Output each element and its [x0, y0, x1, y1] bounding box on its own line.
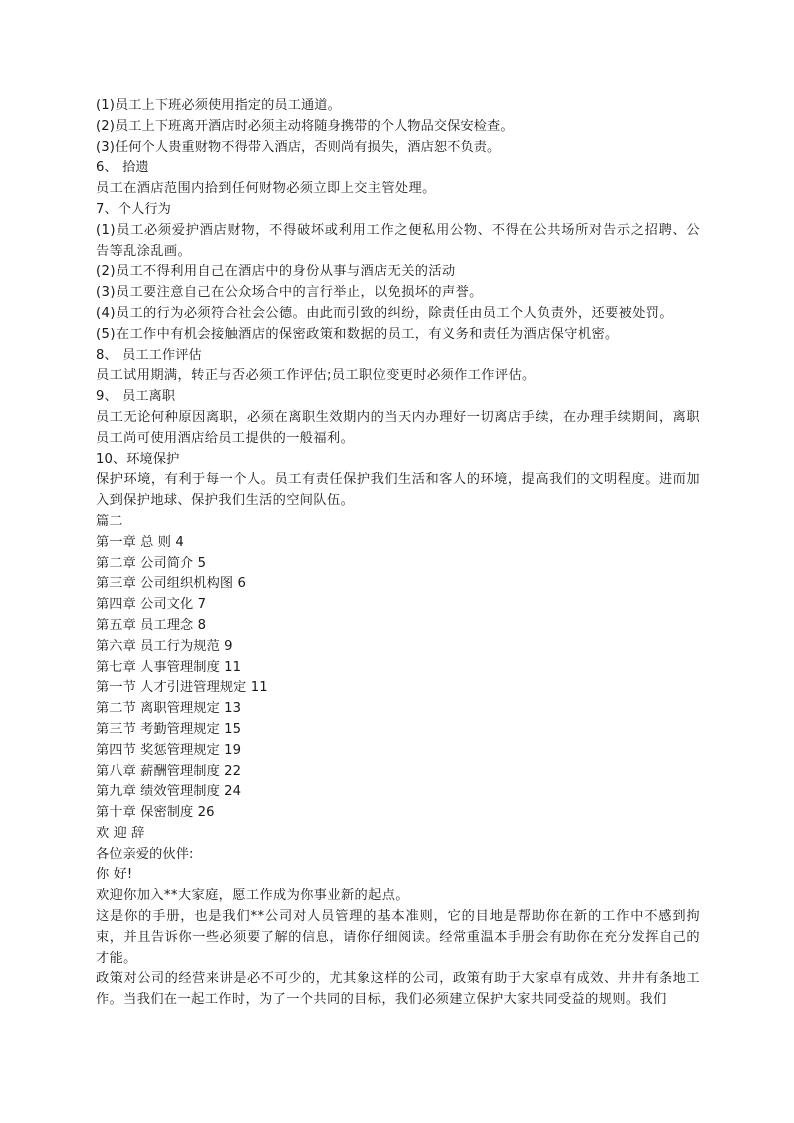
rule-item: (2)员工不得利用自己在酒店中的身份从事与酒店无关的活动 — [96, 264, 456, 280]
toc-entry: 第九章 绩效管理制度 24 — [96, 784, 242, 800]
toc-entry: 第五章 员工理念 8 — [96, 617, 207, 633]
section-text: 员工试用期满，转正与否必须工作评估;员工职位变更时必须作工作评估。 — [96, 368, 536, 384]
rule-item: (3)任何个人贵重财物不得带入酒店，否则尚有损失，酒店恕不负责。 — [96, 139, 501, 155]
toc-entry: 第八章 薪酬管理制度 22 — [96, 763, 242, 779]
section-heading: 8、 员工工作评估 — [96, 347, 202, 363]
rule-item: (1)员工必须爱护酒店财物，不得破坏或利用工作之便私用公物、不得在公共场所对告示之招聘、公告等乱涂乱画。 — [96, 222, 700, 259]
section-text: 员工无论何种原因离职，必须在离职生效期内的当天内办理好一切离店手续，在办理手续期间，离职员工尚可使用酒店给员工提供的一般福利。 — [96, 409, 700, 446]
toc-entry: 第三节 考勤管理规定 15 — [96, 721, 242, 737]
rule-item: (4)员工的行为必须符合社会公德。由此而引致的纠纷，除责任由员工个人负责外，还要被处罚。 — [96, 305, 673, 321]
section-heading: 10、环境保护 — [96, 451, 180, 467]
welcome-greeting: 各位亲爱的伙伴: — [96, 846, 194, 862]
document-page — [96, 96, 700, 1011]
section-heading: 6、 拾遗 — [96, 160, 149, 176]
welcome-hello: 你 好! — [96, 867, 133, 883]
rule-item: (1)员工上下班必须使用指定的员工通道。 — [96, 98, 341, 113]
welcome-paragraph: 欢迎你加入**大家庭，愿工作成为你事业新的起点。 — [96, 888, 409, 904]
toc-entry: 第二章 公司简介 5 — [96, 555, 207, 571]
toc-entry: 第七章 人事管理制度 11 — [96, 659, 242, 675]
section-text: 保护环境，有利于每一个人。员工有责任保护我们生活和客人的环境，提高我们的文明程度。进而加入到保护地球、保护我们生活的空间队伍。 — [96, 472, 700, 509]
section-heading: 7、个人行为 — [96, 201, 171, 217]
toc-entry: 第一章 总 则 4 — [96, 534, 184, 550]
toc-entry: 第六章 员工行为规范 9 — [96, 638, 233, 654]
part-title: 篇二 — [96, 513, 123, 529]
rule-item: (5)在工作中有机会接触酒店的保密政策和数据的员工，有义务和责任为酒店保守机密。 — [96, 326, 619, 342]
table-of-contents — [96, 533, 700, 824]
rule-item: (3)员工要注意自己在公众场合中的言行举止，以免损坏的声誉。 — [96, 285, 483, 301]
toc-entry: 第四章 公司文化 7 — [96, 597, 207, 613]
welcome-title: 欢 迎 辞 — [96, 825, 145, 841]
section-text: 员工在酒店范围内拾到任何财物必须立即上交主管处理。 — [96, 181, 436, 197]
rule-item: (2)员工上下班离开酒店时必须主动将随身携带的个人物品交保安检查。 — [96, 118, 514, 134]
toc-entry: 第三章 公司组织机构图 6 — [96, 576, 246, 592]
toc-entry: 第十章 保密制度 26 — [96, 805, 215, 821]
welcome-paragraph: 政策对公司的经营来讲是必不可少的，尤其象这样的公司，政策有助于大家卓有成效、井井有条地工作。当我们在一起工作时，为了一个共同的目标，我们必须建立保护大家共同受益的规则。我们 — [96, 971, 700, 1008]
toc-entry: 第四节 奖惩管理规定 19 — [96, 742, 242, 758]
welcome-paragraph: 这是你的手册，也是我们**公司对人员管理的基本准则，它的目地是帮助你在新的工作中不感到拘束，并且告诉你一些必须要了解的信息，请你仔细阅读。经常重温本手册会有助你在充分发挥自己的才能。 — [96, 909, 700, 966]
section-heading: 9、 员工离职 — [96, 389, 176, 405]
toc-entry: 第一节 人才引进管理规定 11 — [96, 680, 268, 696]
toc-entry: 第二节 离职管理规定 13 — [96, 701, 242, 717]
